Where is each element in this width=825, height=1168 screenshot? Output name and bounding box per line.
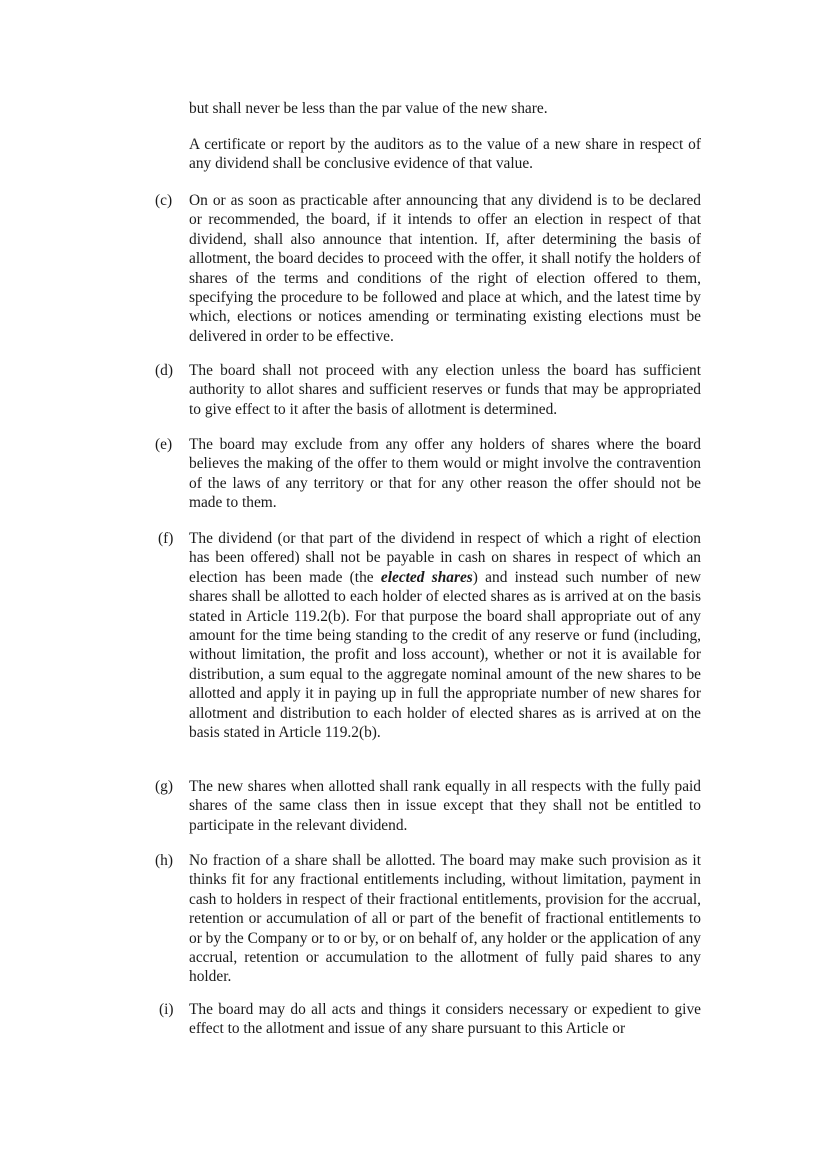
- clause-text: The board may exclude from any offer any holders of shares where the board believes the making of the offer to them would or might involve the contravention of the laws of any territory or that for any other reason the offer should not be made to them.: [189, 436, 701, 512]
- clause-label: (i): [159, 1001, 174, 1018]
- clause-text: On or as soon as practicable after announcing that any dividend is to be declared or recommended, the board, if it intends to offer an election in respect of that dividend, shall also announce that intention. If, after determining the basis of allotment, the board decides to proceed with the offer, it shall notify the holders of shares of the terms and conditions of the right of election offered to them, specifying the procedure to be followed and place at which, and the latest time by which, elections or notices amending or terminating existing elections must be delivered in order to be effective.: [189, 192, 701, 345]
- clause-text: The board may do all acts and things it considers necessary or expedient to give effect to the allotment and issue of any share pursuant to this Article or: [189, 1001, 701, 1038]
- clause-label: (h): [155, 852, 173, 869]
- clause-text-part: The dividend (or that part of the dividend in respect of which a right of election has been offered) shall not be payable in cash on shares in respect of which an election has been made (the: [189, 530, 701, 586]
- clause-text: [189, 529, 701, 742]
- clause-label: (f): [158, 530, 174, 547]
- clause-text-part: ) and instead such number of new shares shall be allotted to each holder of elected shares as is arrived at on the basis stated in Article 119.2(b). For that purpose the board shall appropriate out of any amount for the time being standing to the credit of any reserve or fund (including, without limitation, the profit and loss account), whether or not it is available for distribution, a sum equal to the aggregate nominal amount of the new shares to be allotted and apply it in paying up in full the appropriate number of new shares for allotment and distribution to each holder of elected shares as is arrived at on the basis stated in Article 119.2(b).: [189, 568, 702, 742]
- clause-text: No fraction of a share shall be allotted. The board may make such provision as it thinks fit for any fractional entitlements including, without limitation, payment in cash to holders in respect of their fractional entitlements, provision for the accrual, retention or accumulation of all or part of the benefit of fractional entitlements to or by the Company or to or by, or on behalf of, any holder or the application of any accrual, retention or accumulation to the allotment of fully paid shares to any holder.: [189, 852, 701, 986]
- clause-text: The board shall not proceed with any election unless the board has sufficient authority to allot shares and sufficient reserves or funds that may be appropriated to give effect to it after the basis of allotment is determined.: [189, 362, 701, 418]
- defined-term: elected shares: [380, 568, 473, 586]
- clause-label: (g): [155, 778, 173, 795]
- clause-label: (e): [155, 436, 173, 453]
- intro-paragraph-2: A certificate or report by the auditors as to the value of a new share in respect of any dividend shall be conclusive evidence of that value.: [189, 136, 701, 173]
- intro-paragraph-1: but shall never be less than the par value of the new share.: [189, 100, 548, 117]
- clause-label: (c): [155, 192, 173, 209]
- clause-text: The new shares when allotted shall rank equally in all respects with the fully paid shares of the same class then in issue except that they shall not be entitled to participate in the relevant dividend.: [189, 778, 701, 834]
- clause-label: (d): [155, 362, 173, 379]
